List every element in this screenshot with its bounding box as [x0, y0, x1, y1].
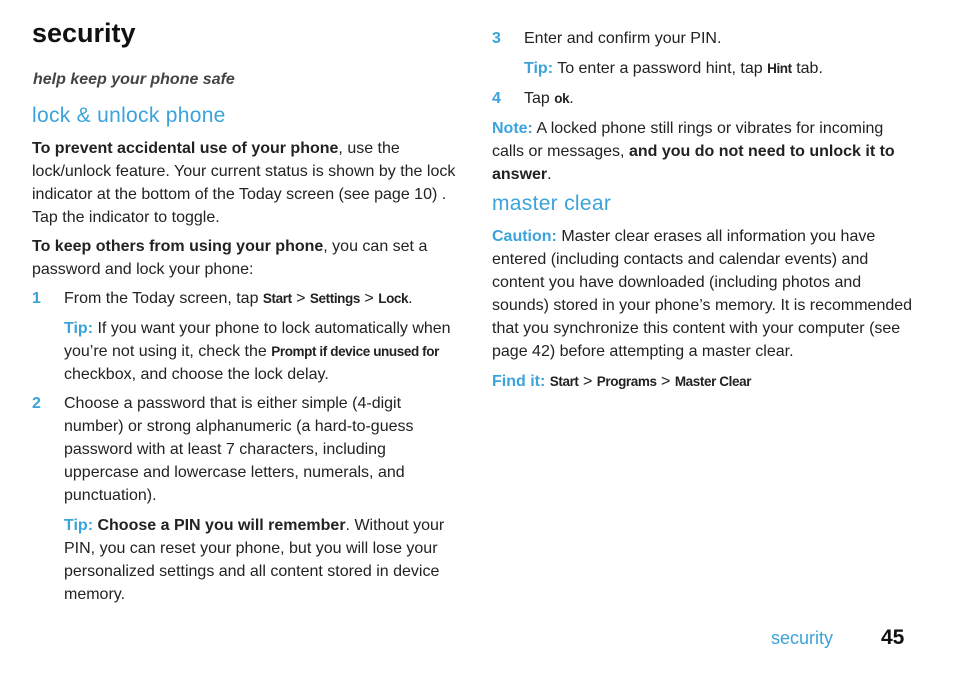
tip-2-label: Tip: — [64, 517, 94, 534]
ui-hint: Hint — [767, 61, 792, 76]
step-4 — [492, 87, 918, 110]
right-body — [492, 27, 918, 186]
tip-1-label: Tip: — [64, 320, 94, 337]
tip-2-text: . Without your PIN, you can reset your phone, but you will lose your personalized settings and all content stored in device memory. — [64, 517, 445, 603]
step-3-text: Enter and confirm your PIN. — [524, 30, 722, 47]
ui-start-2: Start — [549, 374, 579, 389]
step-1-number: 1 — [32, 290, 41, 307]
ui-start: Start — [262, 291, 292, 306]
find-it-label: Find it: — [492, 373, 546, 390]
tip-3 — [492, 57, 918, 80]
ui-prompt-if-device-unused: Prompt if device unused for — [271, 344, 439, 359]
step-3-number: 3 — [492, 30, 501, 47]
step-2-text: Choose a password that is either simple (4-digit number) or strong alphanumeric (a hard-to-guess password with at least 7 characters, including uppercase and lowercase letters, numerals, and punctuation). — [64, 395, 414, 504]
ui-ok: ok — [554, 91, 570, 106]
step-3 — [492, 27, 918, 50]
step-1-sep-1: > — [291, 290, 310, 307]
tip-1 — [32, 317, 460, 386]
page-subtitle: help keep your phone safe — [33, 71, 235, 88]
step-1-sep-2: > — [359, 290, 379, 307]
tip-3-label: Tip: — [524, 60, 554, 77]
step-1-text: From the Today screen, tap — [64, 290, 263, 307]
ui-programs: Programs — [596, 374, 657, 389]
lock-section-body — [32, 137, 460, 606]
find-it-sep-2: > — [656, 373, 675, 390]
ui-master-clear: Master Clear — [674, 374, 752, 389]
note-end: . — [547, 166, 552, 183]
page-title: security — [32, 18, 136, 48]
master-clear-body — [492, 225, 918, 393]
note-bold: and you do not need to unlock it to answer — [492, 143, 895, 183]
note-paragraph — [492, 117, 918, 186]
step-4-text: Tap — [524, 90, 555, 107]
find-it-sep-1: > — [578, 373, 597, 390]
page-number: 45 — [881, 626, 905, 649]
footer-section-label: security — [771, 628, 834, 648]
caution-paragraph — [492, 225, 918, 363]
tip-2-bold: Choose a PIN you will remember — [93, 517, 346, 534]
tip-3-text-a: To enter a password hint, tap — [553, 60, 768, 77]
caution-text: Master clear erases all information you have entered (including contacts and calendar events) and content you have downloaded (including photos and sounds) stored in your phone’s memory. It is recommended that you synchronize this content with your computer (see page 42) before attempting a master clear. — [492, 228, 913, 360]
intro-2-bold: To keep others from using your phone — [32, 238, 324, 255]
note-text: A locked phone still rings or vibrates for incoming calls or messages, — [492, 120, 884, 160]
step-4-number: 4 — [492, 90, 501, 107]
step-1-end: . — [408, 290, 413, 307]
note-label: Note: — [492, 120, 533, 137]
tip-1-text-a: If you want your phone to lock automatically when you’re not using it, check the — [64, 320, 451, 360]
intro-1-text: , use the lock/unlock feature. Your current status is shown by the lock indicator at the bottom of the Today screen (see page 10) . Tap the indicator to toggle. — [32, 140, 456, 226]
lock-section-heading: lock & unlock phone — [32, 104, 226, 127]
tip-1-text-b: checkbox, and choose the lock delay. — [64, 366, 329, 383]
intro-2-text: , you can set a password and lock your phone: — [32, 238, 428, 278]
step-4-end: . — [569, 90, 574, 107]
tip-2 — [32, 514, 460, 606]
ui-settings: Settings — [309, 291, 360, 306]
find-it-path — [492, 370, 918, 393]
caution-label: Caution: — [492, 228, 557, 245]
intro-1-bold: To prevent accidental use of your phone — [32, 140, 339, 157]
intro-paragraph-1 — [32, 137, 460, 229]
step-2-number: 2 — [32, 395, 41, 412]
intro-paragraph-2 — [32, 235, 460, 281]
master-clear-heading: master clear — [492, 192, 612, 215]
ui-lock: Lock — [378, 291, 409, 306]
step-1 — [32, 287, 460, 310]
tip-3-text-b: tab. — [791, 60, 823, 77]
step-2 — [32, 392, 460, 507]
